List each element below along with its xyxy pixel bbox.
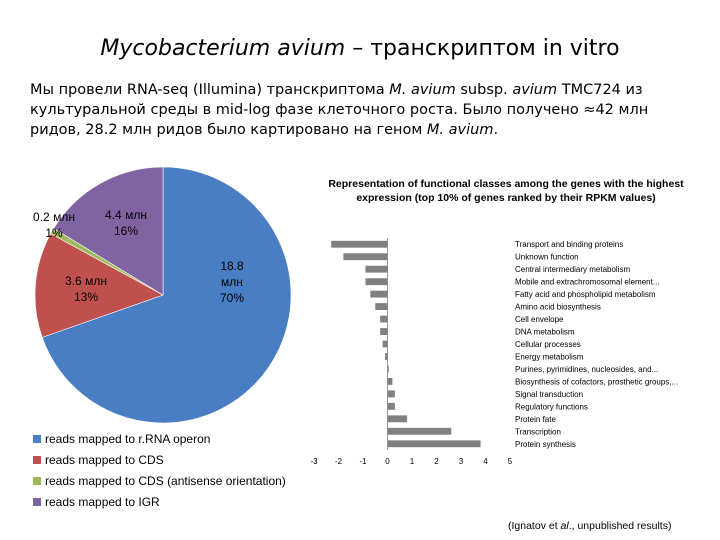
intro-italic-1: M. avium — [389, 82, 456, 98]
bar-category-label: Unknown function — [515, 252, 579, 262]
bar-category-label: Cellular processes — [515, 340, 581, 349]
bar-category-label: Protein fate — [515, 414, 556, 424]
bar-category-label: Regulatory functions — [515, 402, 588, 412]
bar-category-label: Purines, pyrimidines, nucleosides, and... — [515, 364, 659, 374]
bar-category-label: Transcription — [515, 427, 561, 437]
legend-label: reads mapped to IGR — [45, 494, 160, 509]
bar-7 — [380, 316, 387, 323]
bar-15 — [388, 415, 408, 422]
bar-1 — [331, 241, 387, 248]
bar-category-label: Signal transduction — [515, 389, 584, 399]
legend-swatch — [33, 498, 41, 506]
legend-label: reads mapped to CDS — [45, 452, 164, 467]
bar-3 — [365, 266, 387, 273]
pie-label-antisense-pct: 1% — [45, 226, 63, 240]
x-tick-label: -3 — [310, 457, 318, 466]
pie-label-rrna-unit: млн — [221, 275, 243, 289]
bar-category-label: Transport and binding proteins — [515, 240, 624, 250]
intro-text-4: . — [493, 122, 499, 138]
bar-category-label: Energy metabolism — [515, 352, 584, 362]
legend-label: reads mapped to CDS (antisense orientation) — [45, 473, 286, 488]
legend-swatch — [33, 435, 41, 443]
bar-14 — [388, 403, 395, 410]
legend-swatch — [33, 477, 41, 485]
bar-category-label: Biosynthesis of cofactors, prosthetic groups,... — [515, 377, 679, 387]
x-tick-label: 4 — [483, 457, 488, 466]
legend-item-igr — [33, 491, 286, 512]
bar-17 — [388, 440, 481, 447]
bar-category-label: Central intermediary metabolism — [515, 265, 631, 275]
bar-12 — [388, 378, 393, 385]
pie-label-cds-pct: 13% — [73, 290, 99, 304]
bar-category-label: Amino acid biosynthesis — [515, 302, 601, 312]
title-rest: – транскриптом in vitro — [345, 36, 620, 61]
legend-swatch — [33, 456, 41, 464]
bar-8 — [380, 328, 387, 335]
x-tick-label: 1 — [409, 457, 415, 466]
citation-text-2: ., unpublished results) — [568, 520, 672, 532]
bar-10 — [385, 353, 387, 360]
pie-label-rrna-value: 18.8 — [220, 259, 244, 273]
pie-label-cds — [54, 273, 118, 305]
intro-italic-3: M. avium — [426, 122, 494, 138]
bar-category-label: Cell envelope — [515, 315, 564, 325]
legend-item-cds — [33, 449, 286, 470]
bar-6 — [375, 303, 387, 310]
bar-4 — [365, 278, 387, 285]
bar-category-label: Protein synthesis — [515, 439, 576, 449]
pie-label-rrna-pct: 70% — [219, 291, 245, 305]
legend-label: reads mapped to r.RNA operon — [45, 431, 211, 446]
legend-item-antisense — [33, 470, 286, 491]
pie-label-igr — [94, 207, 158, 239]
bar-11 — [388, 366, 389, 373]
bar-category-label: Fatty acid and phospholipid metabolism — [515, 290, 656, 300]
x-tick-label: 5 — [507, 457, 513, 466]
bar-9 — [383, 341, 388, 348]
bar-13 — [388, 390, 395, 397]
x-tick-label: 3 — [458, 457, 464, 466]
pie-label-antisense — [22, 209, 86, 241]
bar-category-label: DNA metabolism — [515, 327, 575, 337]
pie-label-rrna — [200, 258, 264, 306]
x-tick-label: 2 — [434, 457, 439, 466]
legend-item-rrna — [33, 428, 286, 449]
title-italic: Mycobacterium avium — [100, 36, 346, 61]
pie-legend — [33, 428, 286, 512]
pie-label-antisense-value: 0.2 млн — [33, 210, 75, 224]
x-tick-label: -2 — [334, 457, 343, 466]
pie-label-igr-pct: 16% — [113, 224, 139, 238]
intro-italic-2: avium — [512, 82, 558, 98]
citation-text-1: (Ignatov et — [508, 520, 561, 532]
x-tick-label: 0 — [385, 457, 390, 466]
citation-italic: al — [560, 520, 569, 532]
pie-label-cds-value: 3.6 млн — [65, 274, 107, 288]
bar-chart-title: Representation of functional classes among the genes with the highest expression (top 10% of genes ranked by their RPKM values) — [328, 178, 684, 204]
bar-2 — [343, 253, 387, 260]
intro-text-3: TMC724 из культуральной среды в mid-log фазе клеточного роста. Было получено ≈42 млн ридов, 28.2 млн ридов было картировано на геном — [30, 82, 649, 138]
bar-16 — [388, 428, 452, 435]
bar-category-label: Mobile and extrachromosomal element... — [515, 277, 660, 287]
x-tick-label: -1 — [359, 457, 367, 466]
bar-5 — [370, 291, 387, 298]
intro-text-1: Мы провели RNA-seq (Illumina) транскриптома — [30, 82, 390, 98]
pie-label-igr-value: 4.4 млн — [105, 208, 147, 222]
bar-chart — [310, 238, 678, 466]
citation — [508, 520, 671, 532]
intro-text-2: subsp. — [455, 82, 513, 98]
